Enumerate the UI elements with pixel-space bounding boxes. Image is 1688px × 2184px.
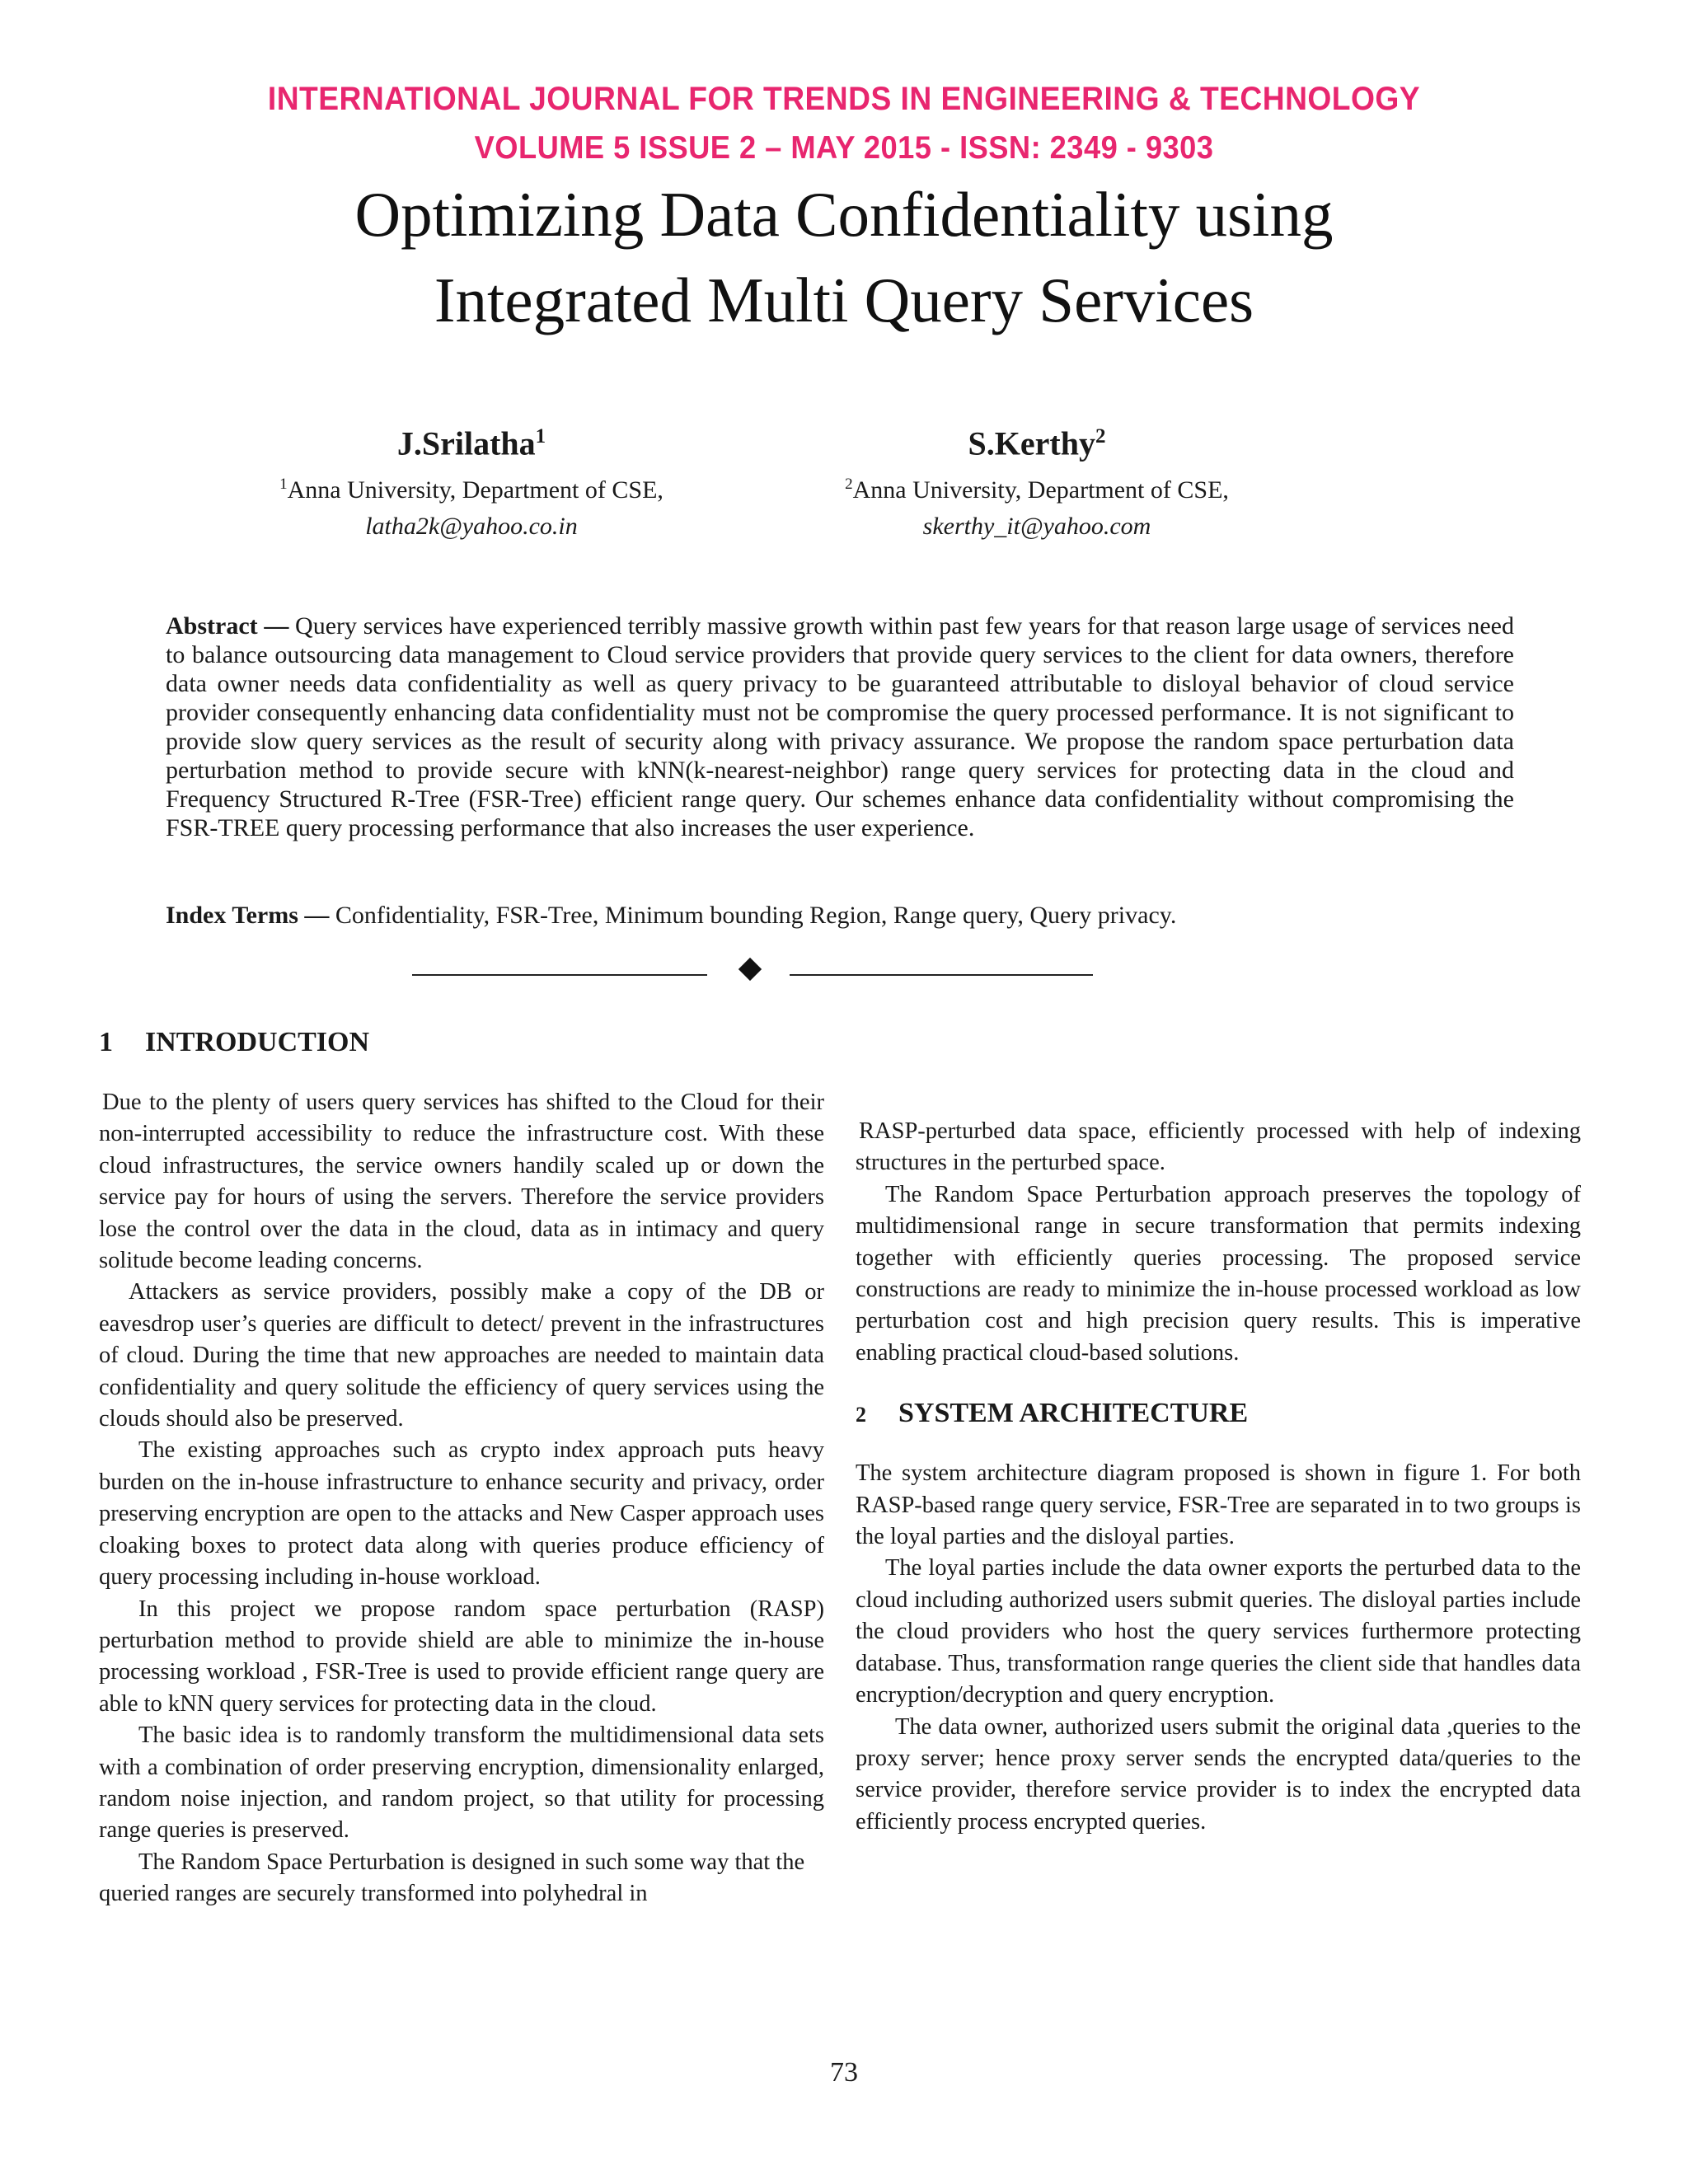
paragraph: Attackers as service providers, possibly make a copy of the DB or eavesdrop user’s queries are difficult to detect/ prevent in the infrastructures of cloud. During the time that new approaches are needed to maintain data confidentiality and query solitude the efficiency of query services using the clouds should also be preserved. bbox=[99, 1279, 824, 1432]
paper-title-line-2: Integrated Multi Query Services bbox=[434, 265, 1254, 335]
paragraph: RASP-perturbed data space, efficiently processed with help of indexing structures in the perturbed space. bbox=[856, 1118, 1581, 1176]
divider-left bbox=[412, 974, 707, 976]
left-column bbox=[99, 1024, 824, 1910]
journal-volume-issue: VOLUME 5 ISSUE 2 – MAY 2015 - ISSN: 2349 - 9303 bbox=[474, 130, 1214, 166]
abstract-label: Abstract — bbox=[166, 612, 289, 640]
author-block-1 bbox=[183, 414, 760, 545]
paper-title bbox=[0, 171, 1688, 343]
index-terms-text: Confidentiality, FSR-Tree, Minimum bounding Region, Range query, Query privacy. bbox=[335, 902, 1177, 929]
divider-right bbox=[790, 974, 1093, 976]
paper-title-line-1: Optimizing Data Confidentiality using bbox=[354, 179, 1334, 250]
section-1-heading: 1 INTRODUCTION bbox=[99, 1027, 370, 1057]
author-affiliation: $^1$Anna University, Department of CSE, bbox=[279, 476, 663, 504]
abstract bbox=[166, 612, 1514, 842]
author-name: J.Srilatha$^1$ bbox=[396, 424, 546, 462]
paragraph: The basic idea is to randomly transform the multidimensional data sets with a combination of order preserving encryption, dimensionality enlarged, random noise injection, and random project, so that utility for processing range queries is preserved. bbox=[99, 1722, 824, 1844]
author-affiliation: $^2$Anna University, Department of CSE, bbox=[845, 476, 1229, 504]
diamond-icon bbox=[738, 958, 762, 981]
paragraph: Due to the plenty of users query services has shifted to the Cloud for their non-interrupted accessibility to reduce the infrastructure cost. With these cloud infrastructures, the service owners handily scaled up or down the service pay for hours of using the servers. Therefore the service providers lose the control over the data in the cloud, data as in intimacy and query solitude become leading concerns. bbox=[99, 1090, 824, 1274]
paragraph: The loyal parties include the data owner exports the perturbed data to the cloud including authorized users submit queries. The disloyal parties include the cloud providers who host the query services furthermore protecting database. Thus, transformation range queries the client side that handles data encryption/decryption and query encryption. bbox=[856, 1555, 1581, 1708]
author-email: latha2k@yahoo.co.in bbox=[365, 513, 578, 541]
paragraph: The existing approaches such as crypto index approach puts heavy burden on the in-house infrastructure to enhance security and privacy, order preserving encryption are open to the attacks and New Casper approach uses cloaking boxes to protect data along with queries produce efficiency of query processing including in-house workload. bbox=[99, 1437, 824, 1591]
author-email: skerthy_it@yahoo.com bbox=[922, 513, 1151, 541]
paragraph: In this project we propose random space perturbation (RASP) perturbation method to provide shield are able to minimize the in-house processing workload , FSR-Tree is used to provide efficient range query are able to kNN query services for protecting data in the cloud. bbox=[99, 1596, 824, 1717]
paragraph: The data owner, authorized users submit the original data ,queries to the proxy server; hence proxy server sends the encrypted data/queries to the service provider, therefore service provider is to index the encrypted data efficiently process encrypted queries. bbox=[856, 1713, 1581, 1835]
author-block-2 bbox=[748, 414, 1325, 545]
journal-name: INTERNATIONAL JOURNAL FOR TRENDS IN ENGINEERING & TECHNOLOGY bbox=[267, 81, 1421, 117]
paragraph: The Random Space Perturbation approach preserves the topology of multidimensional range in secure transformation that permits indexing together with efficiently queries processing. The proposed service constructions are ready to minimize the in-house processed workload as low perturbation cost and high precision query results. This is imperative enabling practical cloud-based solutions. bbox=[856, 1181, 1581, 1366]
author-name: S.Kerthy$^2$ bbox=[968, 424, 1106, 462]
paragraph: The Random Space Perturbation is designed in such some way that the queried ranges are securely transformed into polyhedral in bbox=[99, 1849, 805, 1907]
index-terms bbox=[166, 901, 1514, 930]
section-2-heading: 2 SYSTEM ARCHITECTURE bbox=[856, 1398, 1249, 1429]
paragraph: The system architecture diagram proposed is shown in figure 1. For both RASP-based range query service, FSR-Tree are separated in to two groups is the loyal parties and the disloyal parties. bbox=[856, 1460, 1581, 1550]
page-number: 73 bbox=[830, 2057, 858, 2088]
abstract-text: Query services have experienced terribly massive growth within past few years for that reason large usage of services need to balance outsourcing data management to Cloud service providers that provide query services to the client for data owners, therefore data owner needs data confidentiality as well as query privacy to be guaranteed attributable to disloyal behavior of cloud service provider consequently enhancing data confidentiality must not be compromise the query processed performance. It is not significant to provide slow query services as the result of security along with privacy assurance. We propose the random space perturbation data perturbation method to provide secure with kNN(k-nearest-neighbor) range query services for protecting data in the cloud and Frequency Structured R-Tree (FSR-Tree) efficient range query. Our schemes enhance data confidentiality without compromising the FSR-TREE query processing performance that also increases the user experience. bbox=[166, 612, 1515, 841]
index-terms-label: Index Terms — bbox=[166, 902, 330, 929]
right-column bbox=[856, 1116, 1581, 1838]
